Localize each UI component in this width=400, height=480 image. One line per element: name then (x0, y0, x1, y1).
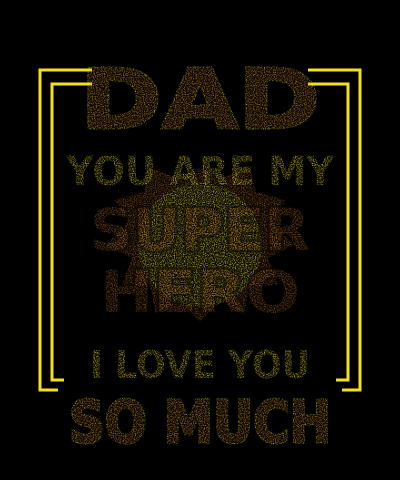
headline-hero: HERO (100, 258, 300, 326)
headline-so-much: SO MUCH (69, 388, 331, 456)
subtitle-i-love-you: I LOVE YOU (90, 343, 310, 387)
title-dad: DAD (80, 53, 320, 148)
headline-super: SUPER (90, 196, 310, 264)
subtitle-you-are-my: YOU ARE MY (65, 149, 335, 195)
